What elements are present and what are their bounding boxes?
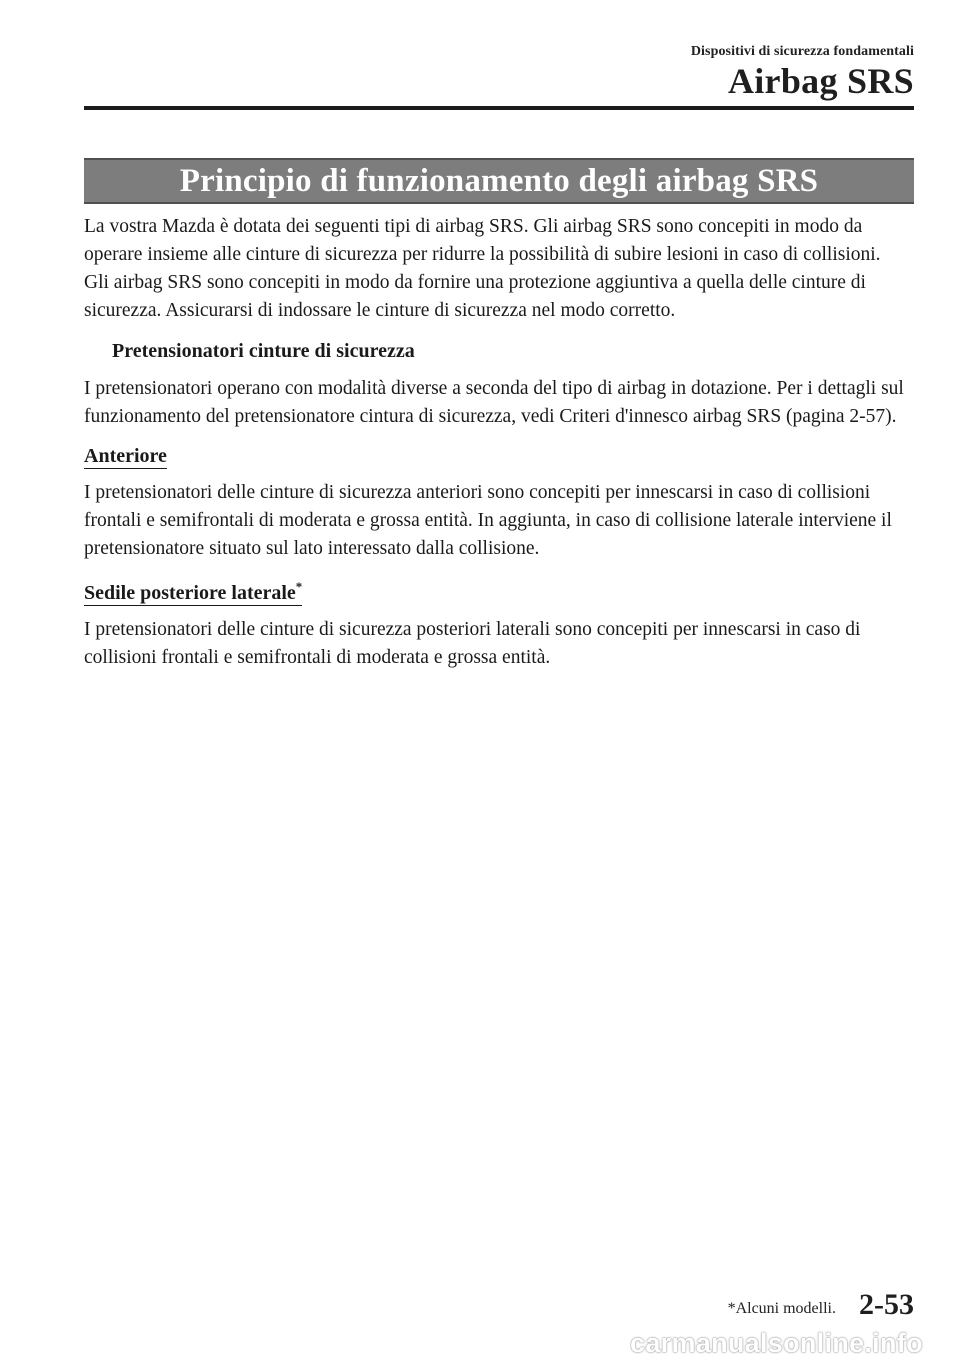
chapter-title: Dispositivi di sicurezza fondamentali [690, 44, 914, 59]
pretensioners-paragraph: I pretensionatori operano con modalità diverse a seconda del tipo di airbag in dotazione. Per i dettagli sul funzionamento del pretensionatore cintura di sicurezza, vedi Criteri d'innesco airbag SRS (pagina 2-57). [84, 378, 904, 427]
rear-label: Sedile posteriore laterale [84, 582, 296, 604]
footnote: *Alcuni modelli. [727, 1300, 836, 1317]
intro-paragraph: La vostra Mazda è dotata dei seguenti tipi di airbag SRS. Gli airbag SRS sono concepiti in modo da operare insieme alle cinture di sicurezza per ridurre la possibilità di subire lesioni in caso di collisioni. [84, 216, 881, 265]
topic-banner [84, 158, 914, 204]
rear-paragraph: I pretensionatori delle cinture di sicurezza posteriori laterali sono concepiti per innescarsi in caso di collisioni frontali e semifrontali di moderata e grossa entità. [84, 619, 861, 668]
header-divider [84, 106, 914, 110]
optional-marker: * [295, 579, 303, 594]
rear-label-wrap [84, 575, 302, 606]
front-label: Anteriore [84, 445, 167, 467]
rear-section-heading [84, 575, 914, 608]
front-section-heading [84, 443, 914, 471]
section-title: Airbag SRS [727, 61, 914, 101]
intro-paragraph-2: Gli airbag SRS sono concepiti in modo da fornire una protezione aggiuntiva a quella delle cinture di sicurezza. Assicurarsi di indossare le cinture di sicurezza nel modo corretto. [84, 272, 866, 321]
page-number: 2-53 [859, 1288, 914, 1321]
topic-title: Principio di funzionamento degli airbag SRS [179, 162, 819, 199]
body-content [84, 213, 914, 672]
pretensioners-heading: Pretensionatori cinture di sicurezza [112, 340, 415, 362]
site-watermark: carmanualsonline.info [630, 1328, 923, 1358]
front-paragraph: I pretensionatori delle cinture di sicurezza anteriori sono concepiti per innescarsi in caso di collisioni frontali e semifrontali di moderata e grossa entità. In aggiunta, in caso di collisione laterale interviene il pretensionatore situato sul lato interessato dalla collisione. [84, 482, 892, 559]
